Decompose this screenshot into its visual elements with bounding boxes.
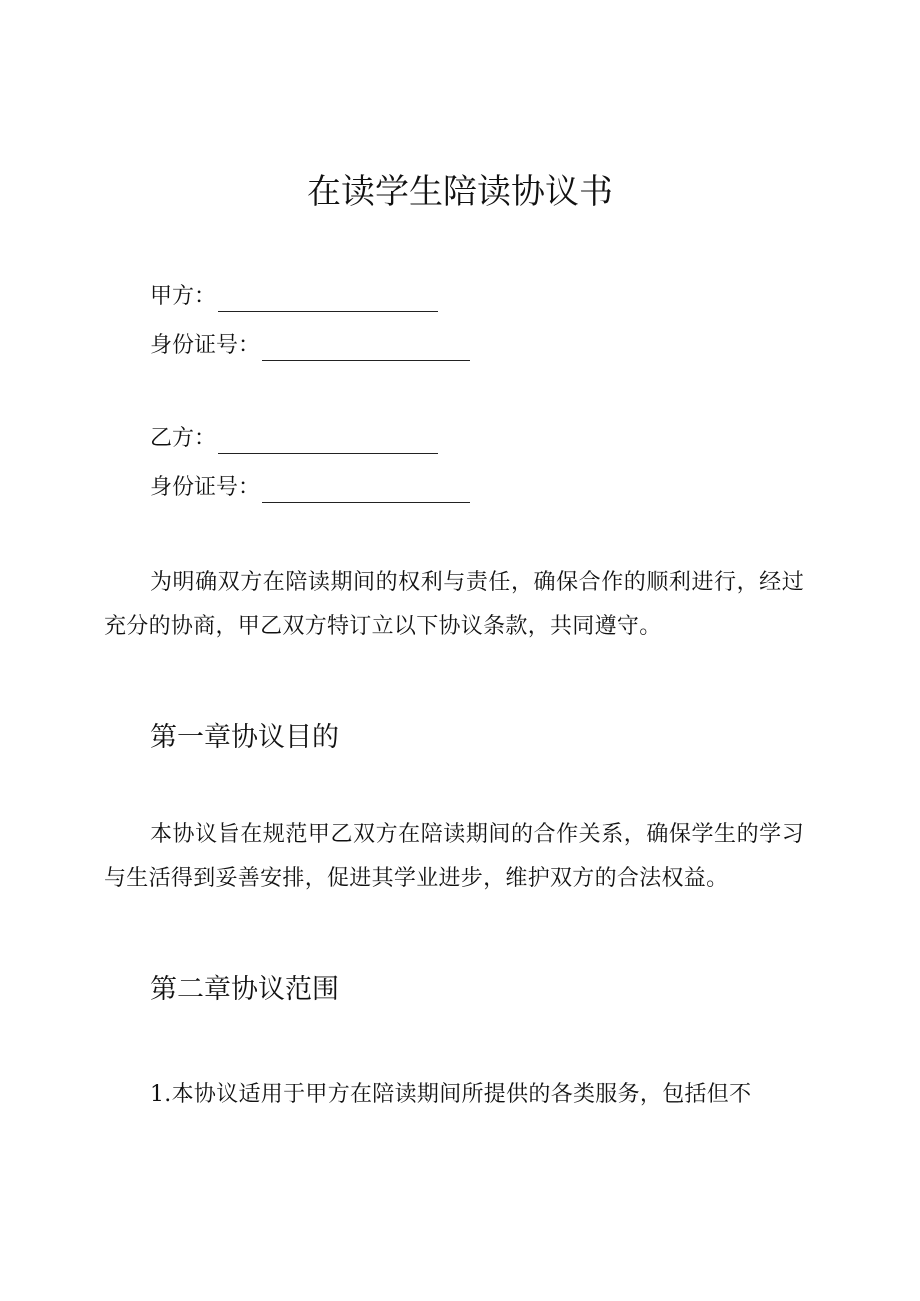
party-b-id-label: 身份证号：: [150, 475, 261, 500]
party-a-name-field: [150, 282, 438, 312]
party-b-name-field: [150, 424, 438, 454]
party-a-name-label: 甲方：: [150, 284, 217, 309]
party-a-name-blank[interactable]: [218, 287, 438, 312]
party-b-name-blank[interactable]: [218, 429, 438, 454]
party-b-name-label: 乙方：: [150, 426, 217, 451]
chapter-1-paragraph: 本协议旨在规范甲乙双方在陪读期间的合作关系，确保学生的学习与生活得到妥善安排，促进其学业进步，维护双方的合法权益。: [104, 822, 804, 891]
party-b-id-field: [150, 473, 470, 503]
party-a-id-label: 身份证号：: [150, 333, 261, 358]
chapter-2-heading: 第二章协议范围: [150, 974, 339, 1005]
document-title: 在读学生陪读协议书: [307, 172, 613, 212]
party-a-id-blank[interactable]: [262, 336, 470, 361]
chapter-2-clause-1: 1.本协议适用于甲方在陪读期间所提供的各类服务，包括但不: [150, 1082, 752, 1107]
party-b-id-blank[interactable]: [262, 478, 470, 503]
preamble-paragraph: 为明确双方在陪读期间的权利与责任，确保合作的顺利进行，经过充分的协商，甲乙双方特订立以下协议条款，共同遵守。: [104, 570, 804, 639]
party-a-id-field: [150, 331, 470, 361]
chapter-1-heading: 第一章协议目的: [150, 722, 339, 753]
